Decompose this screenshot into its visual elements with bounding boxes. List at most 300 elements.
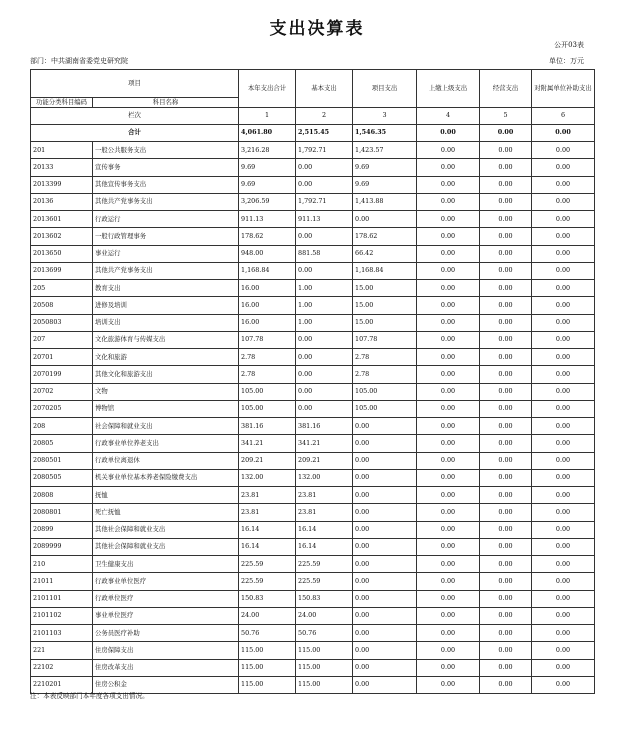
- amount-cell: 0.00: [532, 211, 595, 228]
- func-code-cell: 2070199: [31, 366, 93, 383]
- amount-cell: 0.00: [353, 538, 417, 555]
- amount-cell: 0.00: [480, 435, 532, 452]
- table-row: [31, 366, 595, 383]
- amount-cell: 0.00: [532, 435, 595, 452]
- amount-cell: 381.16: [296, 418, 353, 435]
- table-row: [31, 228, 595, 245]
- amount-cell: 115.00: [239, 676, 296, 693]
- amount-cell: 0.00: [532, 193, 595, 210]
- amount-cell: 0.00: [480, 349, 532, 366]
- amount-cell: 9.69: [353, 176, 417, 193]
- amount-cell: 24.00: [239, 607, 296, 624]
- amount-cell: 0.00: [480, 400, 532, 417]
- amount-cell: 107.78: [239, 331, 296, 348]
- amount-cell: 0.00: [480, 590, 532, 607]
- amount-cell: 0.00: [480, 331, 532, 348]
- amount-cell: 0.00: [532, 625, 595, 642]
- amount-cell: 9.69: [353, 159, 417, 176]
- header-project: 项目: [31, 70, 239, 98]
- amount-cell: 0.00: [480, 625, 532, 642]
- amount-cell: 150.83: [239, 590, 296, 607]
- amount-cell: 0.00: [480, 469, 532, 486]
- amount-cell: 0.00: [417, 400, 480, 417]
- table-row: [31, 590, 595, 607]
- amount-cell: 0.00: [532, 590, 595, 607]
- amount-cell: 0.00: [532, 262, 595, 279]
- amount-cell: 0.00: [480, 159, 532, 176]
- subject-name-cell: 行政单位离退休: [93, 452, 239, 469]
- amount-cell: 0.00: [417, 418, 480, 435]
- amount-cell: 0.00: [417, 607, 480, 624]
- amount-cell: 0.00: [532, 245, 595, 262]
- func-code-cell: 20508: [31, 297, 93, 314]
- func-code-cell: 201: [31, 142, 93, 159]
- table-row: [31, 245, 595, 262]
- amount-cell: 0.00: [417, 314, 480, 331]
- table-row: [31, 142, 595, 159]
- amount-cell: 225.59: [239, 556, 296, 573]
- table-row: [31, 556, 595, 573]
- amount-cell: 23.81: [239, 487, 296, 504]
- amount-cell: 0.00: [480, 297, 532, 314]
- amount-cell: 0.00: [480, 314, 532, 331]
- amount-cell: 341.21: [239, 435, 296, 452]
- amount-cell: 0.00: [417, 452, 480, 469]
- header-col-project: 项目支出: [353, 70, 417, 108]
- amount-cell: 3,206.59: [239, 193, 296, 210]
- amount-cell: 0.00: [480, 556, 532, 573]
- amount-cell: 0.00: [480, 659, 532, 676]
- table-row: [31, 573, 595, 590]
- amount-cell: 105.00: [353, 400, 417, 417]
- func-code-cell: 2101103: [31, 625, 93, 642]
- total-value: 0.00: [417, 124, 480, 141]
- amount-cell: 0.00: [480, 418, 532, 435]
- amount-cell: 0.00: [532, 521, 595, 538]
- amount-cell: 0.00: [353, 504, 417, 521]
- func-code-cell: 20805: [31, 435, 93, 452]
- amount-cell: 178.62: [239, 228, 296, 245]
- col-number: 6: [532, 107, 595, 124]
- amount-cell: 2.78: [353, 349, 417, 366]
- amount-cell: 0.00: [417, 331, 480, 348]
- subject-name-cell: 行政运行: [93, 211, 239, 228]
- header-func-code: 功能分类科目编码: [31, 97, 93, 107]
- amount-cell: 15.00: [353, 314, 417, 331]
- amount-cell: 0.00: [532, 607, 595, 624]
- amount-cell: 0.00: [480, 607, 532, 624]
- subject-name-cell: 文化旅游体育与传媒支出: [93, 331, 239, 348]
- table-row: [31, 452, 595, 469]
- amount-cell: 2.78: [239, 366, 296, 383]
- amount-cell: 0.00: [532, 676, 595, 693]
- amount-cell: 0.00: [480, 521, 532, 538]
- table-row: [31, 400, 595, 417]
- amount-cell: 0.00: [417, 349, 480, 366]
- header-col-business: 经营支出: [480, 70, 532, 108]
- amount-cell: 0.00: [417, 469, 480, 486]
- amount-cell: 0.00: [353, 573, 417, 590]
- func-code-cell: 205: [31, 280, 93, 297]
- subject-name-cell: 死亡抚恤: [93, 504, 239, 521]
- subject-name-cell: 其他共产党事务支出: [93, 262, 239, 279]
- amount-cell: 0.00: [532, 228, 595, 245]
- table-row: [31, 607, 595, 624]
- table-row: [31, 280, 595, 297]
- header-subject-name: 科目名称: [93, 97, 239, 107]
- amount-cell: 0.00: [480, 262, 532, 279]
- subject-name-cell: 其他社会保障和就业支出: [93, 521, 239, 538]
- amount-cell: 1.00: [296, 314, 353, 331]
- amount-cell: 0.00: [353, 469, 417, 486]
- subject-name-cell: 行政单位医疗: [93, 590, 239, 607]
- amount-cell: 0.00: [532, 314, 595, 331]
- footnote: 注：本表反映部门本年度各项支出情况。: [30, 692, 149, 700]
- header-col-subsidy: 对附属单位补助支出: [532, 70, 595, 108]
- amount-cell: 0.00: [417, 487, 480, 504]
- table-row: [31, 625, 595, 642]
- subject-name-cell: 教育支出: [93, 280, 239, 297]
- amount-cell: 0.00: [532, 556, 595, 573]
- header-row: [31, 70, 595, 98]
- subject-name-cell: 培训支出: [93, 314, 239, 331]
- amount-cell: 24.00: [296, 607, 353, 624]
- amount-cell: 115.00: [239, 659, 296, 676]
- func-code-cell: 22102: [31, 659, 93, 676]
- subject-name-cell: 事业运行: [93, 245, 239, 262]
- amount-cell: 107.78: [353, 331, 417, 348]
- amount-cell: 0.00: [417, 504, 480, 521]
- amount-cell: 115.00: [296, 659, 353, 676]
- column-index-row: [31, 107, 595, 124]
- amount-cell: 0.00: [417, 297, 480, 314]
- amount-cell: 0.00: [532, 159, 595, 176]
- amount-cell: 15.00: [353, 280, 417, 297]
- amount-cell: 132.00: [296, 469, 353, 486]
- amount-cell: 225.59: [296, 556, 353, 573]
- amount-cell: 115.00: [239, 642, 296, 659]
- amount-cell: 50.76: [296, 625, 353, 642]
- amount-cell: 0.00: [296, 176, 353, 193]
- subject-name-cell: 其他社会保障和就业支出: [93, 538, 239, 555]
- amount-cell: 0.00: [532, 538, 595, 555]
- amount-cell: 0.00: [417, 366, 480, 383]
- table-row: [31, 297, 595, 314]
- amount-cell: 0.00: [417, 383, 480, 400]
- amount-cell: 0.00: [417, 590, 480, 607]
- amount-cell: 1,792.71: [296, 142, 353, 159]
- amount-cell: 0.00: [417, 262, 480, 279]
- amount-cell: 16.00: [239, 314, 296, 331]
- amount-cell: 0.00: [480, 538, 532, 555]
- amount-cell: 0.00: [417, 211, 480, 228]
- amount-cell: 9.69: [239, 159, 296, 176]
- amount-cell: 16.14: [239, 521, 296, 538]
- amount-cell: 1,792.71: [296, 193, 353, 210]
- func-code-cell: 207: [31, 331, 93, 348]
- amount-cell: 0.00: [353, 659, 417, 676]
- amount-cell: 16.14: [296, 538, 353, 555]
- department-label: 部门：中共湖南省委党史研究院: [30, 57, 128, 65]
- subject-name-cell: 进修及培训: [93, 297, 239, 314]
- header-col-basic: 基本支出: [296, 70, 353, 108]
- amount-cell: 50.76: [239, 625, 296, 642]
- table-row: [31, 435, 595, 452]
- amount-cell: 0.00: [353, 418, 417, 435]
- amount-cell: 115.00: [296, 676, 353, 693]
- func-code-cell: 21011: [31, 573, 93, 590]
- total-value: 0.00: [532, 124, 595, 141]
- amount-cell: 0.00: [480, 487, 532, 504]
- table-row: [31, 193, 595, 210]
- amount-cell: 0.00: [296, 159, 353, 176]
- amount-cell: 0.00: [296, 400, 353, 417]
- amount-cell: 2.78: [239, 349, 296, 366]
- table-row: [31, 469, 595, 486]
- amount-cell: 0.00: [480, 642, 532, 659]
- amount-cell: 0.00: [353, 211, 417, 228]
- subject-name-cell: 公务员医疗补助: [93, 625, 239, 642]
- table-row: [31, 521, 595, 538]
- subject-name-cell: 其他宣传事务支出: [93, 176, 239, 193]
- subject-name-cell: 一般行政管理事务: [93, 228, 239, 245]
- amount-cell: 0.00: [480, 245, 532, 262]
- col-number: 4: [417, 107, 480, 124]
- total-value: 1,546.35: [353, 124, 417, 141]
- amount-cell: 911.13: [296, 211, 353, 228]
- amount-cell: 23.81: [296, 487, 353, 504]
- amount-cell: 0.00: [532, 659, 595, 676]
- subject-name-cell: 抚恤: [93, 487, 239, 504]
- amount-cell: 1.00: [296, 280, 353, 297]
- unit-label: 单位：万元: [549, 57, 584, 65]
- amount-cell: 0.00: [353, 607, 417, 624]
- func-code-cell: 208: [31, 418, 93, 435]
- table-row: [31, 159, 595, 176]
- amount-cell: 0.00: [532, 366, 595, 383]
- amount-cell: 115.00: [296, 642, 353, 659]
- amount-cell: 0.00: [353, 590, 417, 607]
- amount-cell: 0.00: [532, 418, 595, 435]
- amount-cell: 0.00: [296, 383, 353, 400]
- amount-cell: 341.21: [296, 435, 353, 452]
- amount-cell: 0.00: [532, 452, 595, 469]
- amount-cell: 0.00: [532, 280, 595, 297]
- form-number: 公开03表: [554, 41, 584, 49]
- amount-cell: 0.00: [353, 435, 417, 452]
- col-number: 3: [353, 107, 417, 124]
- amount-cell: 0.00: [417, 573, 480, 590]
- amount-cell: 0.00: [353, 676, 417, 693]
- amount-cell: 0.00: [480, 193, 532, 210]
- amount-cell: 16.14: [239, 538, 296, 555]
- amount-cell: 0.00: [417, 142, 480, 159]
- header-col-total: 本年支出合计: [239, 70, 296, 108]
- subject-name-cell: 文物: [93, 383, 239, 400]
- subject-name-cell: 社会保障和就业支出: [93, 418, 239, 435]
- amount-cell: 105.00: [239, 383, 296, 400]
- amount-cell: 0.00: [480, 228, 532, 245]
- func-code-cell: 2013602: [31, 228, 93, 245]
- amount-cell: 0.00: [417, 659, 480, 676]
- amount-cell: 105.00: [353, 383, 417, 400]
- amount-cell: 132.00: [239, 469, 296, 486]
- amount-cell: 23.81: [296, 504, 353, 521]
- col-number: 5: [480, 107, 532, 124]
- subject-name-cell: 住房公积金: [93, 676, 239, 693]
- amount-cell: 0.00: [417, 159, 480, 176]
- amount-cell: 0.00: [417, 556, 480, 573]
- amount-cell: 66.42: [353, 245, 417, 262]
- table-row: [31, 176, 595, 193]
- amount-cell: 0.00: [532, 349, 595, 366]
- table-row: [31, 538, 595, 555]
- total-value: 4,061.80: [239, 124, 296, 141]
- amount-cell: 0.00: [417, 676, 480, 693]
- expenditure-table: [30, 69, 595, 694]
- amount-cell: 1,423.57: [353, 142, 417, 159]
- table-row: [31, 642, 595, 659]
- table-body: [31, 142, 595, 694]
- amount-cell: 0.00: [532, 297, 595, 314]
- func-code-cell: 20702: [31, 383, 93, 400]
- amount-cell: 105.00: [239, 400, 296, 417]
- amount-cell: 3,216.28: [239, 142, 296, 159]
- amount-cell: 1,168.84: [353, 262, 417, 279]
- subject-name-cell: 宣传事务: [93, 159, 239, 176]
- table-row: [31, 659, 595, 676]
- func-code-cell: 2101101: [31, 590, 93, 607]
- amount-cell: 0.00: [417, 538, 480, 555]
- func-code-cell: 2070205: [31, 400, 93, 417]
- amount-cell: 0.00: [480, 573, 532, 590]
- col-number: 1: [239, 107, 296, 124]
- amount-cell: 948.00: [239, 245, 296, 262]
- subject-name-cell: 机关事业单位基本养老保险缴费支出: [93, 469, 239, 486]
- func-code-cell: 2013650: [31, 245, 93, 262]
- total-value: 0.00: [480, 124, 532, 141]
- subject-name-cell: 文化和旅游: [93, 349, 239, 366]
- func-code-cell: 20136: [31, 193, 93, 210]
- amount-cell: 0.00: [417, 193, 480, 210]
- amount-cell: 0.00: [417, 245, 480, 262]
- amount-cell: 225.59: [239, 573, 296, 590]
- table-row: [31, 504, 595, 521]
- total-label: 合计: [31, 124, 239, 141]
- amount-cell: 15.00: [353, 297, 417, 314]
- table-row: [31, 331, 595, 348]
- func-code-cell: 2080501: [31, 452, 93, 469]
- amount-cell: 0.00: [353, 556, 417, 573]
- amount-cell: 0.00: [417, 625, 480, 642]
- amount-cell: 0.00: [532, 176, 595, 193]
- amount-cell: 0.00: [296, 366, 353, 383]
- amount-cell: 0.00: [353, 521, 417, 538]
- amount-cell: 1,413.88: [353, 193, 417, 210]
- amount-cell: 0.00: [532, 331, 595, 348]
- func-code-cell: 2080505: [31, 469, 93, 486]
- amount-cell: 0.00: [532, 642, 595, 659]
- col-number: 2: [296, 107, 353, 124]
- amount-cell: 0.00: [480, 452, 532, 469]
- amount-cell: 0.00: [480, 504, 532, 521]
- subject-name-cell: 一般公共服务支出: [93, 142, 239, 159]
- amount-cell: 381.16: [239, 418, 296, 435]
- subject-name-cell: 博物馆: [93, 400, 239, 417]
- amount-cell: 0.00: [480, 383, 532, 400]
- amount-cell: 0.00: [480, 176, 532, 193]
- amount-cell: 209.21: [239, 452, 296, 469]
- table-row: [31, 262, 595, 279]
- amount-cell: 150.83: [296, 590, 353, 607]
- amount-cell: 225.59: [296, 573, 353, 590]
- amount-cell: 9.69: [239, 176, 296, 193]
- func-code-cell: 2089999: [31, 538, 93, 555]
- amount-cell: 0.00: [480, 142, 532, 159]
- table-row: [31, 418, 595, 435]
- table-row: [31, 383, 595, 400]
- amount-cell: 0.00: [353, 487, 417, 504]
- amount-cell: 16.00: [239, 280, 296, 297]
- subject-name-cell: 住房改革支出: [93, 659, 239, 676]
- amount-cell: 209.21: [296, 452, 353, 469]
- total-row: [31, 124, 595, 141]
- amount-cell: 23.81: [239, 504, 296, 521]
- func-code-cell: 2050803: [31, 314, 93, 331]
- header-col-upper: 上缴上级支出: [417, 70, 480, 108]
- amount-cell: 1,168.84: [239, 262, 296, 279]
- table-row: [31, 487, 595, 504]
- table-row: [31, 349, 595, 366]
- table-row: [31, 314, 595, 331]
- amount-cell: 0.00: [417, 642, 480, 659]
- amount-cell: 911.13: [239, 211, 296, 228]
- amount-cell: 0.00: [417, 228, 480, 245]
- amount-cell: 0.00: [353, 452, 417, 469]
- amount-cell: 0.00: [353, 625, 417, 642]
- amount-cell: 16.14: [296, 521, 353, 538]
- amount-cell: 0.00: [417, 435, 480, 452]
- amount-cell: 0.00: [296, 228, 353, 245]
- amount-cell: 178.62: [353, 228, 417, 245]
- func-code-cell: 2101102: [31, 607, 93, 624]
- amount-cell: 0.00: [532, 142, 595, 159]
- amount-cell: 0.00: [296, 262, 353, 279]
- amount-cell: 0.00: [532, 573, 595, 590]
- subject-name-cell: 行政事业单位医疗: [93, 573, 239, 590]
- amount-cell: 2.78: [353, 366, 417, 383]
- table-row: [31, 211, 595, 228]
- amount-cell: 0.00: [480, 280, 532, 297]
- func-code-cell: 2013699: [31, 262, 93, 279]
- amount-cell: 0.00: [417, 176, 480, 193]
- amount-cell: 0.00: [417, 280, 480, 297]
- subject-name-cell: 行政事业单位养老支出: [93, 435, 239, 452]
- func-code-cell: 2013399: [31, 176, 93, 193]
- func-code-cell: 210: [31, 556, 93, 573]
- amount-cell: 0.00: [417, 521, 480, 538]
- func-code-cell: 2210201: [31, 676, 93, 693]
- amount-cell: 0.00: [532, 469, 595, 486]
- page-title: 支出决算表: [269, 19, 365, 39]
- row-index-label: 栏次: [31, 107, 239, 124]
- amount-cell: 0.00: [353, 642, 417, 659]
- subject-name-cell: 事业单位医疗: [93, 607, 239, 624]
- amount-cell: 881.58: [296, 245, 353, 262]
- func-code-cell: 20133: [31, 159, 93, 176]
- amount-cell: 16.00: [239, 297, 296, 314]
- subject-name-cell: 住房保障支出: [93, 642, 239, 659]
